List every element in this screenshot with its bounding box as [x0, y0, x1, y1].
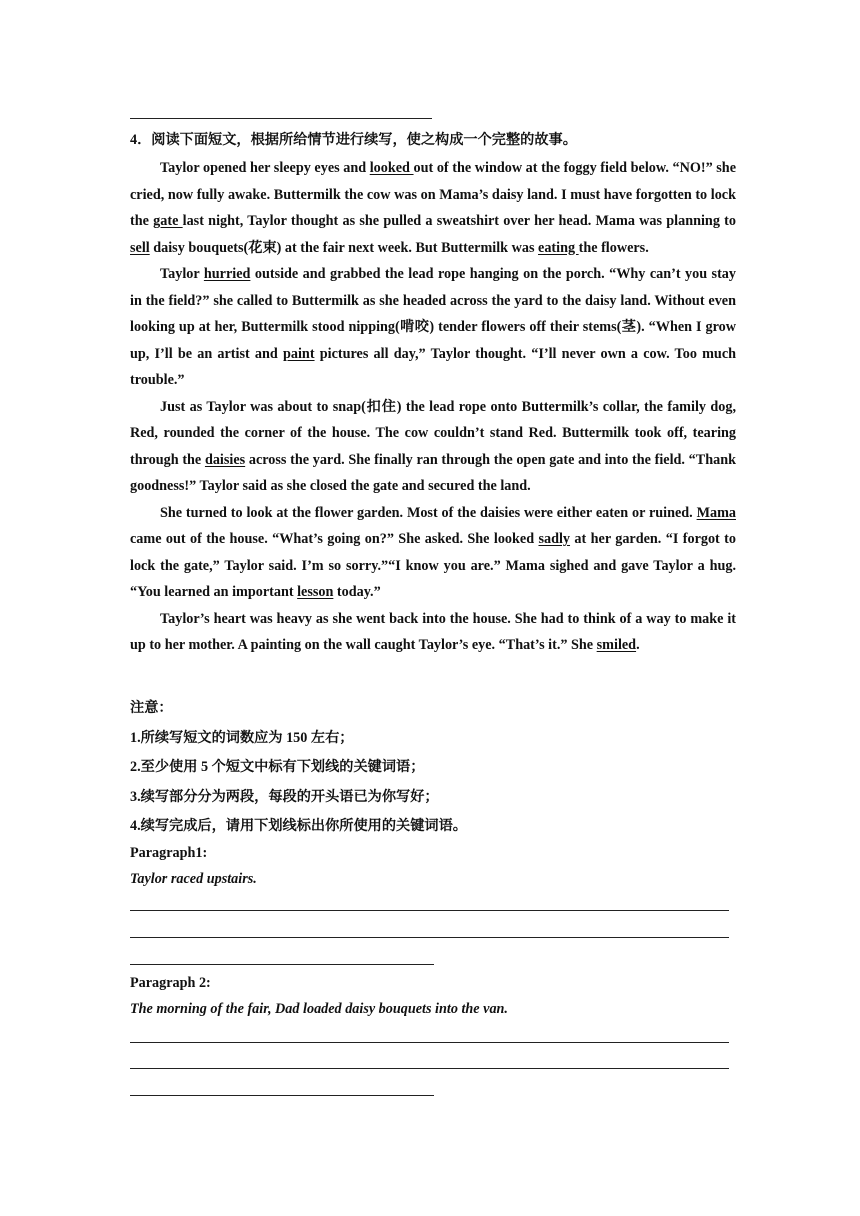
paragraph-1-heading: Paragraph1:: [130, 845, 208, 861]
note-item-3: 3.续写部分分为两段，每段的开头语已为你写好；: [130, 788, 439, 805]
paragraph-2-heading: Paragraph 2:: [130, 975, 211, 991]
answer-line[interactable]: [130, 1068, 729, 1069]
notes-section: [130, 694, 736, 842]
note-item-1: 1.所续写短文的词数应为 150 左右；: [130, 729, 354, 746]
top-divider: [130, 118, 432, 119]
notes-heading: 注意：: [130, 700, 173, 716]
note-item-4: 4.续写完成后，请用下划线标出你所使用的关键词语。: [130, 818, 467, 834]
story-paragraph-3: Just as Taylor was about to snap(扣住) the lead rope onto Buttermilk’s collar, the family dog, Red, rounded the corner of the house. The cow couldn’t stand Red. Buttermilk took off, tearing through the daisies across the yard. She finally ran through the open gate and into the field. “Thank goodness!” Taylor said as she closed the gate and secured the land.: [130, 398, 736, 494]
answer-line[interactable]: [130, 910, 729, 911]
answer-line[interactable]: [130, 937, 729, 938]
story-paragraph-5: Taylor’s heart was heavy as she went back into the house. She had to think of a way to make it up to her mother. A painting on the wall caught Taylor’s eye. “That’s it.” She smiled.: [130, 610, 736, 653]
answer-line[interactable]: [130, 1042, 729, 1043]
story-paragraph-2: Taylor hurried outside and grabbed the lead rope hanging on the porch. “Why can’t you stay in the field?” she called to Buttermilk as she headed across the yard to the daisy land. Without even looking up at her, Buttermilk stood nipping(啃咬) tender flowers off their stems(茎). “When I grow up, I’ll be an artist and paint pictures all day,” Taylor thought. “I’ll never own a cow. Too much trouble.”: [130, 266, 737, 388]
answer-line[interactable]: [130, 964, 434, 965]
paragraph-2-opening: The morning of the fair, Dad loaded daisy bouquets into the van.: [130, 1001, 508, 1017]
story-paragraph-1: Taylor opened her sleepy eyes and looked out of the window at the foggy field below. “NO!” she cried, now fully awake. Buttermilk the cow was on Mama’s daisy land. I must have forgotten to lock the gate last night, Taylor thought as she pulled a sweatshirt over her head. Mama was planning to sell daisy bouquets(花束) at the fair next week. But Buttermilk was eating the flowers.: [130, 160, 736, 256]
task-instruction: 4．阅读下面短文，根据所给情节进行续写，使之构成一个完整的故事。: [130, 132, 577, 148]
answer-line[interactable]: [130, 1095, 434, 1096]
story-passage: [130, 155, 736, 659]
note-item-2: 2.至少使用 5 个短文中标有下划线的关键词语；: [130, 759, 425, 775]
story-paragraph-4: She turned to look at the flower garden. Most of the daisies were either eaten or ruined. Mama came out of the house. “What’s going on?” She asked. She looked sadly at her garden. “I forgot to lock the gate,” Taylor said. I’m so sorry.”“I know you are.” Mama sighed and gave Taylor a hug. “You learned an important lesson today.”: [130, 504, 736, 600]
paragraph-1-opening: Taylor raced upstairs.: [130, 871, 257, 887]
